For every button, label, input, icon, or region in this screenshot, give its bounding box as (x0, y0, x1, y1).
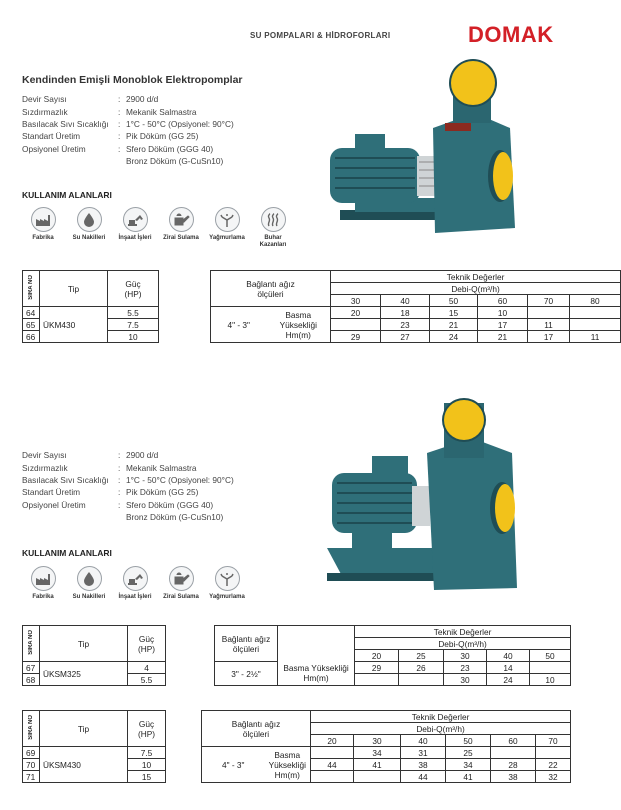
flow-value: 50 (530, 650, 571, 662)
table-cell (536, 747, 571, 759)
table-cell: 23 (381, 319, 430, 331)
spec-key: Standart Üretim (22, 487, 81, 498)
teknik-header: Teknik Değerler (355, 626, 571, 638)
table-cell: 69 (23, 747, 40, 759)
spec-row (22, 155, 234, 167)
tip-header: Tip (40, 711, 128, 747)
flow-value: 50 (446, 735, 491, 747)
table-cell: 30 (444, 674, 487, 686)
flow-value: 30 (331, 295, 381, 307)
flow-value: 80 (570, 295, 621, 307)
table-cell: 11 (528, 319, 570, 331)
usage-item: Fabrika (20, 207, 66, 248)
usage-title: KULLANIM ALANLARI (22, 548, 112, 558)
sprinkler-icon (215, 207, 240, 232)
table-cell: 41 (354, 759, 401, 771)
spec-row: Basılacak Sıvı Sıcaklığı : 1°C - 50°C (Opsiyonel: 90°C) (22, 118, 234, 129)
spec-key: Basılacak Sıvı Sıcaklığı (22, 474, 109, 485)
watering-can-icon (169, 207, 194, 232)
table-cell (354, 771, 401, 783)
table-cell: 17 (528, 331, 570, 343)
spec-key: Devir Sayısı (22, 94, 67, 105)
category-title: SU POMPALARI & HİDROFORLARI (250, 31, 391, 40)
table-cell (570, 307, 621, 319)
spec-key: Standart Üretim (22, 131, 81, 142)
spec-row: Opsiyonel Üretim : Sfero Döküm (GGG 40) (22, 143, 214, 154)
table-cell: 14 (487, 662, 530, 674)
flow-value: 60 (491, 735, 536, 747)
flow-value: 60 (478, 295, 528, 307)
table-cell: 28 (491, 759, 536, 771)
table-cell (166, 747, 202, 783)
usage-title: KULLANIM ALANLARI (22, 190, 112, 200)
usage-item: Su Nakilleri (66, 566, 112, 601)
table-cell: 70 (23, 759, 40, 771)
table-cell: 23 (444, 662, 487, 674)
usage-item: Buhar Kazanları (250, 207, 296, 248)
spec-row: Sızdırmazlık : Mekanik Salmastra (22, 106, 197, 117)
table-cell: 4 (128, 662, 166, 674)
spec-value: 2900 d/d (126, 94, 159, 105)
table-cell (530, 662, 571, 674)
table-cell: 25 (446, 747, 491, 759)
spec-row: Basılacak Sıvı Sıcaklığı : 1°C - 50°C (Opsiyonel: 90°C) (22, 474, 234, 485)
table-cell: 5.5 (128, 674, 166, 686)
spec-value: Bronz Döküm (G-CuSn10) (126, 512, 224, 523)
model-cell: ÜKM430 (40, 307, 108, 343)
sira-header: SIRA NO (23, 271, 40, 307)
table-cell: 29 (355, 662, 399, 674)
flow-value: 25 (399, 650, 444, 662)
usage-item: Fabrika (20, 566, 66, 601)
table-cell: 17 (478, 319, 528, 331)
spec-value: Sfero Döküm (GGG 40) (126, 499, 214, 510)
flow-value: 40 (381, 295, 430, 307)
specs-bottom (22, 449, 234, 523)
pump-illustration-top (325, 58, 525, 258)
table-cell: 24 (487, 674, 530, 686)
usage-item: İnşaat İşleri (112, 566, 158, 601)
table-row (23, 747, 571, 759)
table-cell (331, 319, 381, 331)
table-cell: 66 (23, 331, 40, 343)
table-cell (399, 674, 444, 686)
table-cell: 71 (23, 771, 40, 783)
table-cell (355, 674, 399, 686)
connection-cell: 4" - 3" (202, 747, 265, 783)
table-cell: 21 (430, 319, 478, 331)
connection-cell: 4" - 3" (211, 307, 267, 343)
spec-key: Opsiyonel Üretim (22, 143, 86, 154)
spec-row: Standart Üretim : Pik Döküm (GG 25) (22, 487, 199, 498)
water-drop-icon (77, 566, 102, 591)
table-cell: 22 (536, 759, 571, 771)
spec-value: 2900 d/d (126, 450, 159, 461)
connection-header: Bağlantı ağız ölçüleri (211, 271, 331, 307)
table-cell: 38 (491, 771, 536, 783)
tech-table-2 (22, 625, 571, 686)
usage-item: Su Nakilleri (66, 207, 112, 248)
spec-value: 1°C - 50°C (Opsiyonel: 90°C) (126, 118, 234, 129)
usage-item: Yağmurlama (204, 566, 250, 601)
table-cell: 65 (23, 319, 40, 331)
table-cell: 44 (401, 771, 446, 783)
flow-value: 30 (444, 650, 487, 662)
table-cell (166, 626, 215, 662)
spec-key: Sızdırmazlık (22, 462, 68, 473)
flow-value: 40 (487, 650, 530, 662)
table-cell (570, 319, 621, 331)
table-cell: 18 (381, 307, 430, 319)
table-cell (311, 771, 354, 783)
brand-logo: DOMAK (468, 22, 554, 47)
model-cell: ÜKSM325 (40, 662, 128, 686)
table-cell: 41 (446, 771, 491, 783)
connection-header: Bağlantı ağız ölçüleri (215, 626, 278, 662)
excavator-icon (123, 566, 148, 591)
excavator-icon (123, 207, 148, 232)
sira-header: SIRA NO (23, 626, 40, 662)
sprinkler-icon (215, 566, 240, 591)
table-cell: 24 (430, 331, 478, 343)
spec-value: Pik Döküm (GG 25) (126, 131, 199, 142)
flow-value: 20 (355, 650, 399, 662)
spec-value: Bronz Döküm (G-CuSn10) (126, 156, 224, 167)
table-cell (528, 307, 570, 319)
usage-item: Zirai Sulama (158, 207, 204, 248)
connection-header: Bağlantı ağız ölçüleri (202, 711, 311, 747)
table-cell: 44 (311, 759, 354, 771)
tech-table-3 (22, 710, 571, 783)
usage-item: Yağmurlama (204, 207, 250, 248)
flow-value: 70 (528, 295, 570, 307)
spec-value: Sfero Döküm (GGG 40) (126, 143, 214, 154)
table-cell: 26 (399, 662, 444, 674)
table-cell: 27 (381, 331, 430, 343)
spec-row: Sızdırmazlık : Mekanik Salmastra (22, 462, 197, 473)
table-cell (278, 626, 355, 662)
spec-value: Pik Döküm (GG 25) (126, 487, 199, 498)
usage-item: İnşaat İşleri (112, 207, 158, 248)
water-drop-icon (77, 207, 102, 232)
spec-key: Opsiyonel Üretim (22, 499, 86, 510)
table-cell: 10 (478, 307, 528, 319)
table-cell (311, 747, 354, 759)
flow-value: 20 (311, 735, 354, 747)
usage-icons-bottom (20, 566, 250, 601)
table-cell: 20 (331, 307, 381, 319)
head-label: Basma Yüksekliği Hm(m) (267, 307, 331, 343)
page-title: Kendinden Emişli Monoblok Elektropomplar (22, 74, 243, 86)
table-row (23, 662, 571, 674)
flow-value: 50 (430, 295, 478, 307)
steam-icon (261, 207, 286, 232)
table-cell: 31 (401, 747, 446, 759)
debi-header: Debi-Q(m³/h) (311, 723, 571, 735)
table-cell: 15 (128, 771, 166, 783)
table-cell (166, 711, 202, 747)
spec-key: Basılacak Sıvı Sıcaklığı (22, 118, 109, 129)
table-cell (491, 747, 536, 759)
table-cell: 10 (108, 331, 159, 343)
sira-header: SIRA NO (23, 711, 40, 747)
table-cell: 34 (354, 747, 401, 759)
debi-header: Debi-Q(m³/h) (355, 638, 571, 650)
spec-row (22, 511, 234, 523)
table-cell: 15 (430, 307, 478, 319)
table-cell: 10 (530, 674, 571, 686)
guc-header: Güç (HP) (108, 271, 159, 307)
factory-icon (31, 207, 56, 232)
table-cell: 7.5 (128, 747, 166, 759)
table-cell: 32 (536, 771, 571, 783)
table-cell: 7.5 (108, 319, 159, 331)
table-row (23, 307, 621, 319)
watering-can-icon (169, 566, 194, 591)
guc-header: Güç (HP) (128, 626, 166, 662)
teknik-header: Teknik Değerler (331, 271, 621, 283)
spec-value: Mekanik Salmastra (126, 106, 197, 117)
guc-header: Güç (HP) (128, 711, 166, 747)
usage-item: Zirai Sulama (158, 566, 204, 601)
tip-header: Tip (40, 271, 108, 307)
head-label: Basma Yüksekliği Hm(m) (278, 662, 355, 686)
spec-row: Standart Üretim : Pik Döküm (GG 25) (22, 131, 199, 142)
specs-top (22, 93, 234, 167)
flow-value: 40 (401, 735, 446, 747)
spec-row: Opsiyonel Üretim : Sfero Döküm (GGG 40) (22, 499, 214, 510)
connection-cell: 3" - 2½" (215, 662, 278, 686)
usage-icons-top (20, 207, 296, 248)
table-cell: 64 (23, 307, 40, 319)
table-cell: 34 (446, 759, 491, 771)
table-cell: 5.5 (108, 307, 159, 319)
table-cell: 10 (128, 759, 166, 771)
spec-row: Devir Sayısı : 2900 d/d (22, 450, 159, 461)
table-cell: 11 (570, 331, 621, 343)
table-cell: 21 (478, 331, 528, 343)
flow-value: 70 (536, 735, 571, 747)
spec-row: Devir Sayısı : 2900 d/d (22, 94, 159, 105)
spec-key: Devir Sayısı (22, 450, 67, 461)
head-label: Basma Yüksekliği Hm(m) (265, 747, 311, 783)
table-cell: 68 (23, 674, 40, 686)
table-cell: 67 (23, 662, 40, 674)
teknik-header: Teknik Değerler (311, 711, 571, 723)
spec-key: Sızdırmazlık (22, 106, 68, 117)
table-cell: 29 (331, 331, 381, 343)
spec-value: Mekanik Salmastra (126, 462, 197, 473)
pump-illustration-bottom (322, 398, 527, 598)
debi-header: Debi-Q(m³/h) (331, 283, 621, 295)
table-cell (159, 307, 211, 343)
factory-icon (31, 566, 56, 591)
flow-value: 30 (354, 735, 401, 747)
tech-table-1 (22, 270, 621, 343)
table-cell (159, 271, 211, 307)
table-cell (166, 662, 215, 686)
table-cell: 38 (401, 759, 446, 771)
spec-value: 1°C - 50°C (Opsiyonel: 90°C) (126, 474, 234, 485)
tip-header: Tip (40, 626, 128, 662)
model-cell: ÜKSM430 (40, 747, 128, 783)
